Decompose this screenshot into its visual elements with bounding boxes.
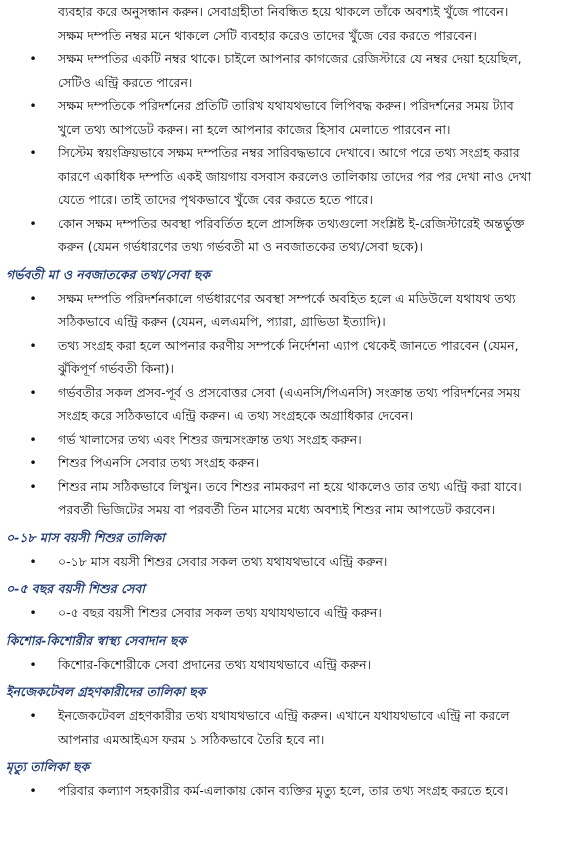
section-heading: গর্ভবতী মা ও নবজাতকের তথ্য/সেবা ছক (6, 266, 211, 282)
list-item-text (58, 334, 567, 381)
list-item (6, 451, 567, 475)
section-heading: কিশোর-কিশোরীর স্বাস্থ্য সেবাদান ছক (6, 632, 187, 648)
list-item-text (58, 475, 567, 522)
list-item (6, 287, 567, 334)
bullet-icon: • (29, 708, 37, 723)
list-item (6, 428, 567, 452)
list-item (6, 94, 567, 141)
bullet-icon: • (29, 384, 37, 400)
text-line: করুন (যেমন গর্ভধারণের তথ্য গর্ভবতী মা ও নবজাতকের তথ্য/সেবা ছকে)। (58, 239, 424, 254)
text-line: সিস্টেম স্বয়ংক্রিয়ভাবে সক্ষম দম্পতির নম্বর সারিবদ্ধভাবে দেখাবে। আগে পরে তথ্য সংগ্রহ করার (58, 145, 520, 160)
list-item (6, 141, 567, 212)
text-line: সক্ষম দম্পতিকে পরিদর্শনের প্রতিটি তারিখ যথাযথভাবে লিপিবদ্ধ করুন। পরিদর্শনের সময় ট্যাব (58, 98, 514, 113)
list-item-text (58, 601, 567, 625)
text-line: তথ্য সংগ্রহ করা হলে আপনার করণীয় সম্পর্কে নির্দেশনা এ্যাপ থেকেই জানতে পারবেন (যেমন, (58, 337, 519, 353)
text-line: গর্ভবতীর সকল প্রসব-পূর্ব ও প্রসবোত্তর সেবা (এএনসি/পিএনসি) সংক্রান্ত তথ্য পরিদর্শনের সময় (58, 384, 521, 400)
text-line: শিশুর নাম সঠিকভাবে লিখুন। তবে শিশুর নামকরণ না হয়ে থাকলেও তার তথ্য এন্ট্রি করা যাবে। (58, 478, 522, 494)
sections (6, 47, 567, 803)
list-item (6, 704, 567, 751)
list-item (6, 475, 567, 522)
text-line: গর্ভ খালাসের তথ্য এবং শিশুর জন্মসংক্রান্ত তথ্য সংগ্রহ করুন। (58, 431, 362, 447)
list-item-text (58, 47, 567, 94)
bullet-icon: • (29, 478, 37, 494)
section-heading: ০-৫ বছর বয়সী শিশুর সেবা (6, 581, 145, 596)
bullet-icon: • (29, 51, 37, 66)
list-item (6, 47, 567, 94)
intro-line: ব্যবহার করে অনুসন্ধান করুন। সেবাগ্রহীতা নিবন্ধিত হয়ে থাকলে তাঁকে অবশ্যই খুঁজে পাবেন। (58, 4, 509, 19)
text-line: ঝুঁকিপূর্ণ গর্ভবতী কিনা)। (58, 361, 174, 376)
bullet-icon: • (29, 656, 37, 672)
list-item-text (58, 550, 567, 574)
text-line: সক্ষম দম্পতির একটি নম্বর থাকে। চাইলে আপনার কাগজের রেজিস্টারে যে নম্বর দেয়া হয়েছিল, (58, 51, 522, 66)
text-line: আপনার এমআইএস ফরম ১ সঠিকভাবে তৈরি হবে না। (58, 731, 325, 747)
text-line: ইনজেকটেবল গ্রহণকারীর তথ্য যথাযথভাবে এন্ট্রি করুন। এখানে যথাযথভাবে এন্ট্রি না করলে (58, 708, 510, 723)
list-item (6, 653, 567, 677)
text-line: ০-৫ বছর বয়সী শিশুর সেবার সকল তথ্য যথাযথভাবে এন্ট্রি করুন। (58, 605, 382, 620)
list-item-text (58, 94, 567, 141)
text-line: সঠিকভাবে এন্ট্রি করুন (যেমন, এলএমপি, প্যারা, গ্রাভিডা ইত্যাদি)। (58, 314, 386, 329)
bullet-icon: • (29, 145, 37, 160)
text-line: পরিবার কল্যাণ সহকারীর কর্ম-এলাকায় কোন ব্যক্তির মৃত্যু হলে, তার তথ্য সংগ্রহ করতে হবে। (58, 783, 509, 798)
list-item (6, 601, 567, 625)
text-line: কোন সক্ষম দম্পতির অবস্থা পরিবর্তিত হলে প্রাসঙ্গিক তথ্যগুলো সংশ্লিষ্ট ই-রেজিস্টারেই অন্তর্ভুক্ত (58, 215, 525, 231)
text-line: পরবর্তী ভিজিটের সময় বা পরবর্তী তিন মাসের মধ্যে অবশ্যই শিশুর নাম আপডেট করবেন। (58, 502, 496, 517)
bullet-icon: • (29, 337, 37, 353)
section-heading: ০-১৮ মাস বয়সী শিশুর তালিকা (6, 529, 165, 545)
list-item-text (58, 287, 567, 334)
list-item (6, 381, 567, 428)
bullet-icon: • (29, 783, 37, 798)
text-line: ০-১৮ মাস বয়সী শিশুর সেবার সকল তথ্য যথাযথভাবে এন্ট্রি করুন। (58, 553, 388, 569)
list-item-text (58, 212, 567, 259)
intro-line: সক্ষম দম্পতি নম্বর মনে থাকলে সেটি ব্যবহার করেও তাদের খুঁজে বের করতে পারবেন। (58, 27, 477, 43)
list-item (6, 550, 567, 574)
bullet-icon: • (29, 553, 37, 569)
list-item (6, 779, 567, 803)
text-line: সক্ষম দম্পতি পরিদর্শনকালে গর্ভধারণের অবস্থা সম্পর্কে অবহিত হলে এ মডিউলে যথাযথ তথ্য (58, 290, 516, 306)
list-item-text (58, 428, 567, 452)
list-item-text (58, 141, 567, 212)
bullet-icon: • (29, 605, 37, 620)
text-line: কিশোর-কিশোরীকে সেবা প্রদানের তথ্য যথাযথভাবে এন্ট্রি করুন। (58, 656, 372, 672)
text-line: খুলে তথ্য আপডেট করুন। না হলে আপনার কাজের হিসাব মেলাতে পারবেন না। (58, 121, 451, 137)
text-line: সেটিও এন্ট্রি করতে পারেন। (58, 74, 193, 90)
bullet-icon: • (29, 98, 37, 113)
list-item-text (58, 653, 567, 677)
list-item-text (58, 779, 567, 803)
list-item-text (58, 704, 567, 751)
list-item (6, 212, 567, 259)
text-line: কারণে একাধিক দম্পতি একই জায়গায় বসবাস করলেও তালিকায় তাদের পর পর দেখা নাও দেখা (58, 168, 532, 184)
bullet-icon: • (29, 431, 37, 447)
text-line: যেতে পারে। তাই তাদের পৃথকভাবে খুঁজে বের করতে হতে পারে। (58, 192, 373, 207)
bullet-icon: • (29, 455, 37, 470)
list-item (6, 334, 567, 381)
bullet-icon: • (29, 215, 37, 231)
intro-paragraph (6, 0, 567, 47)
text-line: সংগ্রহ করে সঠিকভাবে এন্ট্রি করুন। এ তথ্য সংগ্রহকে অগ্রাধিকার দেবেন। (58, 408, 414, 423)
list-item-text (58, 381, 567, 428)
bullet-icon: • (29, 290, 37, 306)
section-heading: মৃত্যু তালিকা ছক (6, 759, 90, 774)
list-item-text (58, 451, 567, 475)
section-heading: ইনজেকটেবল গ্রহণকারীদের তালিকা ছক (6, 684, 206, 699)
text-line: শিশুর পিএনসি সেবার তথ্য সংগ্রহ করুন। (58, 455, 260, 470)
